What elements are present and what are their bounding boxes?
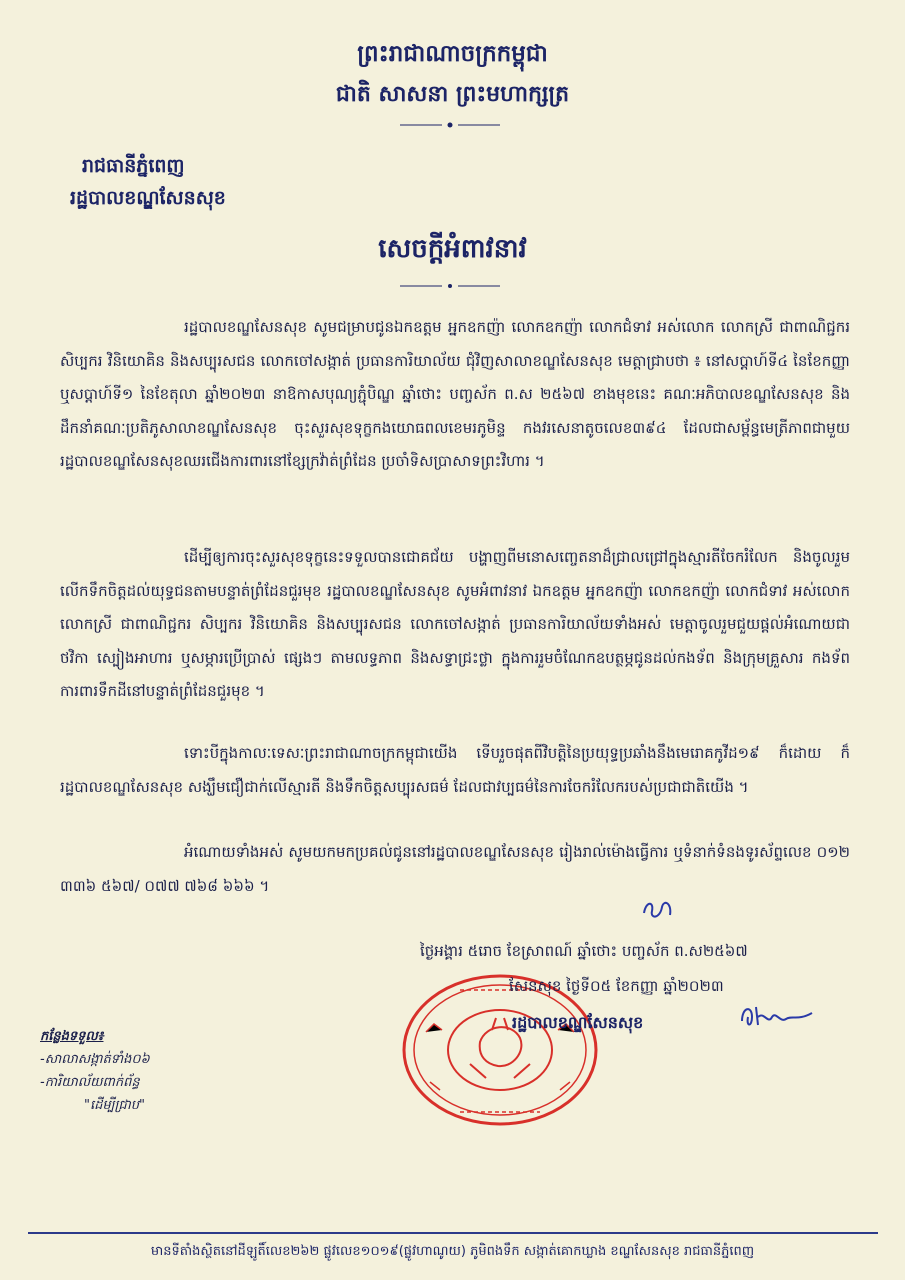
signatory-name: រដ្ឋបាលខណ្ឌសែនសុខ <box>512 1013 644 1032</box>
recipients-title: កន្លែងទទួល៖ <box>40 1029 104 1044</box>
footer-divider <box>28 1232 878 1234</box>
paragraph-4: អំណោយទាំងអស់ សូមយកមកប្រគល់ជូននៅរដ្ឋបាលខណ្ឌសែនសុខ រៀងរាល់ម៉ោងធ្វើការ ឬទំនាក់ទំនងទូរស័ព្ទលេខ ០១២ ៣៣៦ ៥៦៧/ ០៧៧ ៧៦៨ ៦៦៦ ។ <box>60 843 850 895</box>
organization-capital: រាជធានីភ្នំពេញ <box>82 155 185 177</box>
recipient-item: -ការិយាល័យពាក់ព័ន្ធ <box>40 1075 140 1090</box>
recipients-block <box>40 1025 150 1117</box>
recipient-item: -សាលាសង្កាត់ទាំង០៦ <box>40 1052 150 1067</box>
kingdom-header: ព្រះរាជាណាចក្រកម្ពុជា <box>357 41 548 67</box>
organization-district: រដ្ឋបាលខណ្ឌសែនសុខ <box>70 187 226 209</box>
lunar-date: ថ្ងៃអង្គារ ៥រោច ខែស្រាពណ៍ ឆ្នាំថោះ បញ្ចស័ក ព.ស២៥៦៧ <box>420 942 748 960</box>
title-underline-ornament <box>400 282 500 290</box>
paragraph-3: ទោះបីក្នុងកាលៈទេសៈព្រះរាជាណាចក្រកម្ពុជាយើង ទើបរួចផុតពីវិបត្តិនៃប្រយុទ្ធប្រឆាំងនឹងមេរោគកូវីដ១៩ ក៏ដោយ ក៏រដ្ឋបាលខណ្ឌសែនសុខ សង្ឃឹមជឿជាក់លើស្មារតី និងទឹកចិត្តសប្បុរសធម៌ ដែលជាវប្បធម៌នៃការចែករំលែករបស់ប្រជាជាតិយើង ។ <box>60 744 850 796</box>
recipient-item: "ដើម្បីជ្រាប" <box>84 1098 145 1113</box>
solar-date: សែនសុខ ថ្ងៃទី០៥ ខែកញ្ញា ឆ្នាំ២០២៣ <box>509 977 724 995</box>
footer-address: មានទីតាំងស្ថិតនៅដីឡូតិ៍លេខ២៦២ ផ្លូវលេខ១០១៩(ផ្លូវហាណូយ) ភូមិពងទឹក សង្កាត់គោកឃ្លាង ខណ្ឌសែនសុខ រាជធានីភ្នំពេញ <box>150 1244 755 1259</box>
handwritten-signature <box>738 995 818 1035</box>
national-motto: ជាតិ សាសនា ព្រះមហាក្សត្រ <box>335 82 570 107</box>
document-title: សេចក្តីអំពាវនាវ <box>378 234 527 264</box>
ornament-divider <box>400 121 500 129</box>
paragraph-2: ដើម្បីឲ្យការចុះសួរសុខទុក្ខនេះទទួលបានជោគជ័យ បង្ហាញពីមនោសញ្ចេតនាដ៏ជ្រាលជ្រៅក្នុងស្មារតីចែករំលែក និងចូលរួមលើកទឹកចិត្តដល់យុទ្ធជនតាមបន្ទាត់ព្រំដែនជួរមុខ រដ្ឋបាលខណ្ឌសែនសុខ សូមអំពាវនាវ ឯកឧត្តម អ្នកឧកញ៉ា លោកឧកញ៉ា លោកជំទាវ អស់លោក លោកស្រី ជាពាណិជ្ជករ សិប្បករ វិនិយោគិន និងសប្បុរសជន លោកចៅសង្កាត់ ប្រធានការិយាល័យទាំងអស់ មេត្តាចូលរួមជួយផ្តល់អំណោយជាថវិកា ស្បៀងអាហារ ឬសម្ភារប្រើប្រាស់ ផ្សេងៗ តាមលទ្ធភាព និងសទ្ធាជ្រះថ្លា ក្នុងការរួមចំណែកឧបត្ថម្ភជូនដល់កងទ័ព និងក្រុមគ្រួសារ កងទ័ពការពារទឹកដីនៅបន្ទាត់ព្រំដែនជួរមុខ ។ <box>60 548 850 700</box>
paragraph-1: រដ្ឋបាលខណ្ឌសែនសុខ សូមជម្រាបជូនឯកឧត្តម អ្នកឧកញ៉ា លោកឧកញ៉ា លោកជំទាវ អស់លោក លោកស្រី ជាពាណិជ្ជករ សិប្បករ វិនិយោគិន និងសប្បុរសជន លោកចៅសង្កាត់ ប្រធានការិយាល័យ ជុំវិញសាលាខណ្ឌសែនសុខ មេត្តាជ្រាបថា ៖ នៅសប្តាហ៍ទី៤ នៃខែកញ្ញា ឬសប្តាហ៍ទី១ នៃខែតុលា ឆ្នាំ២០២៣ នាឱកាសបុណ្យភ្ជុំបិណ្ឌ ឆ្នាំថោះ បញ្ចស័ក ព.ស ២៥៦៧ ខាងមុខនេះ គណៈអភិបាលខណ្ឌសែនសុខ និងដឹកនាំគណៈប្រតិភូសាលាខណ្ឌសែនសុខ ចុះសួរសុខទុក្ខកងយោធពលខេមរភូមិន្ទ កងវរសេនាតូចលេខ៣៩៤ ដែលជាសម្ព័ន្ធមេត្រីភាពជាមួយរដ្ឋបាលខណ្ឌសែនសុខឈរជើងការពារនៅខ្សែក្រវ៉ាត់ព្រំដែន ប្រចាំទិសប្រាសាទព្រះវិហារ ។ <box>60 318 850 470</box>
handwritten-initial-mark <box>640 893 676 923</box>
